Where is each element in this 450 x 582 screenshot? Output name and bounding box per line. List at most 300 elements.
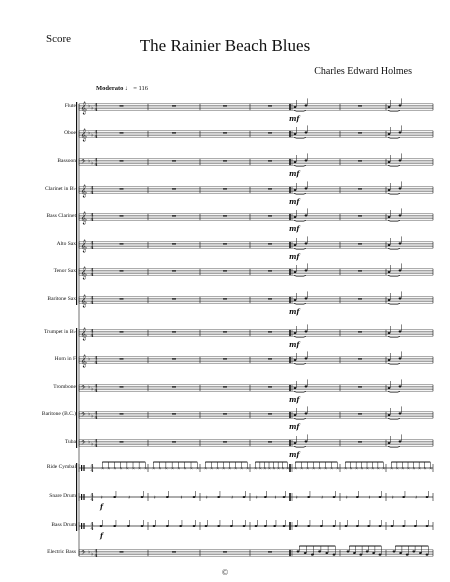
slur xyxy=(388,221,400,222)
note-head xyxy=(305,187,308,189)
whole-rest-icon xyxy=(172,105,176,106)
whole-rest-icon xyxy=(223,160,227,161)
cymbal-note: × xyxy=(371,465,375,471)
note-head xyxy=(399,357,402,359)
instrument-label: Clarinet in B♭ xyxy=(44,186,76,192)
slur xyxy=(294,194,306,195)
note-head xyxy=(294,442,297,444)
drum-note xyxy=(295,525,298,527)
instrument-label: Horn in F xyxy=(54,356,76,362)
bass-clef-icon: 𝄢 xyxy=(81,411,86,420)
note-head xyxy=(294,216,297,218)
slur xyxy=(294,392,306,393)
whole-rest-icon xyxy=(358,270,362,271)
slur xyxy=(294,166,306,167)
rest-icon: 𝄽 xyxy=(346,495,348,501)
flat-icon: ♭ xyxy=(91,551,94,558)
drum-note xyxy=(356,525,359,527)
whole-rest-icon xyxy=(268,215,272,216)
note-head xyxy=(388,161,391,163)
rest-icon: 𝄽 xyxy=(154,495,156,501)
note-head xyxy=(399,242,402,244)
bass-clef-icon: 𝄢 xyxy=(81,439,86,448)
time-signature-denominator: 4 xyxy=(94,442,98,448)
drum-note xyxy=(255,525,258,527)
flat-icon: ♭ xyxy=(88,158,91,165)
time-signature-numerator: 4 xyxy=(90,328,94,334)
cymbal-note: × xyxy=(330,465,334,471)
note-head xyxy=(294,271,297,273)
note-head xyxy=(305,104,308,106)
drum-note xyxy=(402,525,405,527)
cymbal-note: × xyxy=(376,465,380,471)
whole-rest-icon xyxy=(120,188,124,189)
cymbal-note: × xyxy=(395,465,399,471)
cymbal-note: × xyxy=(222,465,226,471)
whole-rest-icon xyxy=(223,331,227,332)
time-signature-numerator: 4 xyxy=(90,521,94,527)
instrument-label: Ride Cymbal xyxy=(46,464,76,470)
slur xyxy=(294,138,306,139)
cymbal-note: × xyxy=(254,465,258,471)
cymbal-note: × xyxy=(294,465,298,471)
cymbal-note: × xyxy=(196,465,200,471)
time-signature-denominator: 4 xyxy=(94,552,98,558)
whole-rest-icon xyxy=(268,551,272,552)
note-head xyxy=(388,216,391,218)
whole-rest-icon xyxy=(223,215,227,216)
cymbal-note: × xyxy=(406,465,411,471)
whole-rest-icon xyxy=(268,413,272,414)
time-signature-denominator: 4 xyxy=(94,387,98,393)
note-head xyxy=(305,385,308,387)
note-head xyxy=(388,244,391,246)
drum-note xyxy=(113,496,116,498)
cymbal-note: × xyxy=(423,465,427,471)
note-head xyxy=(388,299,391,301)
drum-note xyxy=(283,496,286,498)
dynamic-marking: mf xyxy=(289,224,300,233)
rest-icon: 𝄽 xyxy=(296,495,298,501)
whole-rest-icon xyxy=(358,441,362,442)
whole-rest-icon xyxy=(358,331,362,332)
cymbal-note: × xyxy=(344,465,348,471)
whole-rest-icon xyxy=(172,160,176,161)
treble-clef-icon: 𝄞 xyxy=(80,294,88,308)
drum-note xyxy=(426,496,429,498)
cymbal-note: × xyxy=(125,465,129,471)
note-head xyxy=(305,269,308,271)
note-head xyxy=(388,189,391,191)
whole-rest-icon xyxy=(223,188,227,189)
whole-rest-icon xyxy=(268,188,272,189)
cymbal-note: × xyxy=(429,465,433,471)
cymbal-note: × xyxy=(144,465,148,471)
drum-note xyxy=(333,525,336,527)
rest-icon: 𝄽 xyxy=(321,495,323,501)
drum-note xyxy=(273,525,276,527)
cymbal-note: × xyxy=(258,465,262,471)
whole-rest-icon xyxy=(120,160,124,161)
drum-note xyxy=(243,496,246,498)
flat-icon: ♭ xyxy=(91,105,94,112)
slur xyxy=(294,249,306,250)
woodwind-bracket xyxy=(76,102,77,305)
note-head xyxy=(305,297,308,299)
note-head xyxy=(399,269,402,271)
percussion-clef-icon xyxy=(83,465,84,471)
whole-rest-icon xyxy=(358,105,362,106)
slur xyxy=(388,337,400,338)
whole-rest-icon xyxy=(223,132,227,133)
whole-rest-icon xyxy=(172,215,176,216)
whole-rest-icon xyxy=(268,243,272,244)
treble-clef-icon: 𝄞 xyxy=(80,266,88,280)
drum-note xyxy=(153,525,156,527)
rest-icon: 𝄽 xyxy=(231,495,233,501)
time-signature-numerator: 4 xyxy=(90,492,94,498)
drum-note xyxy=(141,496,144,498)
slur xyxy=(294,447,306,448)
whole-rest-icon xyxy=(120,105,124,106)
instrument-label: Trombone xyxy=(53,384,76,390)
bass-note xyxy=(412,550,415,552)
time-signature-denominator: 4 xyxy=(90,525,94,531)
note-head xyxy=(388,332,391,334)
whole-rest-icon xyxy=(268,160,272,161)
instrument-label: Tuba xyxy=(64,439,76,445)
percussion-clef-icon xyxy=(81,465,82,471)
bass-clef-icon: 𝄢 xyxy=(81,549,86,558)
note-head xyxy=(294,332,297,334)
treble-clef-icon: 𝄞 xyxy=(80,184,88,198)
cymbal-note: × xyxy=(390,465,394,471)
cymbal-note: × xyxy=(267,465,272,471)
time-signature-denominator: 4 xyxy=(90,496,94,502)
whole-rest-icon xyxy=(172,243,176,244)
time-signature-denominator: 4 xyxy=(90,216,94,222)
cymbal-note: × xyxy=(164,465,168,471)
copyright-symbol: © xyxy=(221,568,229,577)
drum-note xyxy=(193,496,196,498)
rest-icon: 𝄽 xyxy=(101,495,103,501)
cymbal-note: × xyxy=(263,465,267,471)
cymbal-note: × xyxy=(286,465,290,471)
note-head xyxy=(294,387,297,389)
whole-rest-icon xyxy=(120,243,124,244)
cymbal-note: × xyxy=(300,465,304,471)
cymbal-note: × xyxy=(349,465,353,471)
whole-rest-icon xyxy=(172,413,176,414)
bass-note xyxy=(333,554,336,556)
whole-rest-icon xyxy=(358,413,362,414)
whole-rest-icon xyxy=(172,298,176,299)
cymbal-note: × xyxy=(318,465,322,471)
bass-note xyxy=(311,554,314,556)
time-signature-denominator: 4 xyxy=(94,161,98,167)
drum-note xyxy=(179,525,182,527)
whole-rest-icon xyxy=(172,551,176,552)
whole-rest-icon xyxy=(358,298,362,299)
bass-note xyxy=(393,550,396,552)
dynamic-marking: f xyxy=(100,502,104,511)
dynamic-marking: mf xyxy=(289,114,300,123)
flat-icon: ♭ xyxy=(88,103,91,110)
cymbal-note: × xyxy=(204,465,208,471)
slur xyxy=(294,364,306,365)
percussion-bracket xyxy=(76,463,77,531)
time-signature-numerator: 4 xyxy=(90,185,94,191)
whole-rest-icon xyxy=(223,441,227,442)
whole-rest-icon xyxy=(120,270,124,271)
note-head xyxy=(305,131,308,133)
percussion-clef-icon xyxy=(83,494,84,500)
rest-icon: 𝄽 xyxy=(368,495,371,501)
note-head xyxy=(305,330,308,332)
bass-clef-icon: 𝄢 xyxy=(81,158,86,167)
whole-rest-icon xyxy=(120,215,124,216)
time-signature-denominator: 4 xyxy=(90,299,94,305)
dynamic-marking: mf xyxy=(289,422,300,431)
note-head xyxy=(294,133,297,135)
cymbal-note: × xyxy=(113,465,117,471)
time-signature-numerator: 4 xyxy=(94,355,98,361)
cymbal-note: × xyxy=(158,465,162,471)
whole-rest-icon xyxy=(358,358,362,359)
time-signature-numerator: 4 xyxy=(94,548,98,554)
drum-note xyxy=(414,525,417,527)
flat-icon: ♭ xyxy=(91,413,94,420)
slur xyxy=(388,304,400,305)
whole-rest-icon xyxy=(120,551,124,552)
bass-clef-icon: 𝄢 xyxy=(81,384,86,393)
flat-icon: ♭ xyxy=(88,549,91,556)
percussion-clef-icon xyxy=(81,523,82,529)
drum-note xyxy=(333,496,336,498)
note-head xyxy=(294,106,297,108)
slur xyxy=(388,138,400,139)
drum-note xyxy=(205,525,208,527)
rest-icon: 𝄽 xyxy=(415,495,417,501)
instrument-label: Baritone Sax xyxy=(47,296,76,302)
note-head xyxy=(294,161,297,163)
drum-note xyxy=(166,525,169,527)
cymbal-note: × xyxy=(228,465,232,471)
bass-note xyxy=(366,550,369,552)
whole-rest-icon xyxy=(120,413,124,414)
cymbal-note: × xyxy=(401,465,405,471)
note-head xyxy=(388,133,391,135)
instrument-label: Tenor Sax xyxy=(53,268,76,274)
composer-name: Charles Edward Holmes xyxy=(314,66,412,77)
dynamic-marking: mf xyxy=(289,197,300,206)
cymbal-note: × xyxy=(216,465,220,471)
slur xyxy=(294,337,306,338)
dynamic-marking: mf xyxy=(289,340,300,349)
time-signature-numerator: 4 xyxy=(94,410,98,416)
whole-rest-icon xyxy=(268,270,272,271)
flat-icon: ♭ xyxy=(88,130,91,137)
cymbal-note: × xyxy=(210,465,214,471)
drum-note xyxy=(283,525,286,527)
whole-rest-icon xyxy=(120,298,124,299)
time-signature-numerator: 4 xyxy=(94,157,98,163)
whole-rest-icon xyxy=(172,132,176,133)
rest-icon: 𝄽 xyxy=(180,495,183,501)
rest-icon: 𝄽 xyxy=(274,495,277,501)
bass-note xyxy=(359,554,362,556)
slur xyxy=(294,221,306,222)
rest-icon: 𝄽 xyxy=(128,495,130,501)
bass-note xyxy=(347,550,350,552)
treble-clef-icon: 𝄞 xyxy=(80,101,88,115)
note-head xyxy=(294,414,297,416)
rest-icon: 𝄽 xyxy=(206,495,208,501)
time-signature-numerator: 4 xyxy=(90,267,94,273)
cymbal-note: × xyxy=(365,465,370,471)
whole-rest-icon xyxy=(268,105,272,106)
drum-note xyxy=(307,496,310,498)
percussion-clef-icon xyxy=(81,494,82,500)
instrument-label: Bass Drum xyxy=(51,522,76,528)
whole-rest-icon xyxy=(268,358,272,359)
cymbal-note: × xyxy=(131,465,136,471)
percussion-clef-icon xyxy=(83,523,84,529)
bass-note xyxy=(325,552,328,554)
whole-rest-icon xyxy=(223,298,227,299)
note-head xyxy=(305,440,308,442)
bass-note xyxy=(426,554,429,556)
drum-note xyxy=(113,525,116,527)
drum-note xyxy=(217,496,220,498)
whole-rest-icon xyxy=(172,331,176,332)
treble-clef-icon: 𝄞 xyxy=(80,211,88,225)
flat-icon: ♭ xyxy=(91,441,94,448)
drum-note xyxy=(402,496,405,498)
drum-note xyxy=(127,525,130,527)
cymbal-note: × xyxy=(336,465,340,471)
treble-clef-icon: 𝄞 xyxy=(80,354,88,368)
drum-note xyxy=(100,525,103,527)
slur xyxy=(294,304,306,305)
whole-rest-icon xyxy=(223,270,227,271)
quarter-note-icon: ♩ xyxy=(125,85,132,92)
time-signature-denominator: 4 xyxy=(90,244,94,250)
cymbal-note: × xyxy=(272,465,276,471)
time-signature-denominator: 4 xyxy=(94,359,98,365)
whole-rest-icon xyxy=(268,386,272,387)
instrument-label: Trumpet in B♭ xyxy=(43,329,76,335)
cymbal-note: × xyxy=(189,465,194,471)
whole-rest-icon xyxy=(358,243,362,244)
slur xyxy=(388,392,400,393)
cymbal-note: × xyxy=(324,465,328,471)
drum-note xyxy=(264,496,267,498)
whole-rest-icon xyxy=(268,441,272,442)
slur xyxy=(388,166,400,167)
whole-rest-icon xyxy=(223,386,227,387)
slur xyxy=(388,364,400,365)
note-head xyxy=(294,299,297,301)
whole-rest-icon xyxy=(172,386,176,387)
drum-note xyxy=(230,525,233,527)
whole-rest-icon xyxy=(120,441,124,442)
note-head xyxy=(399,159,402,161)
note-head xyxy=(305,357,308,359)
slur xyxy=(388,111,400,112)
note-head xyxy=(388,387,391,389)
cymbal-note: × xyxy=(240,465,244,471)
note-head xyxy=(294,189,297,191)
dynamic-marking: mf xyxy=(289,307,300,316)
cymbal-note: × xyxy=(246,465,250,471)
score-label: Score xyxy=(46,33,72,45)
treble-clef-icon: 𝄞 xyxy=(80,327,88,341)
slur xyxy=(388,419,400,420)
note-head xyxy=(399,187,402,189)
treble-clef-icon: 𝄞 xyxy=(80,128,88,142)
time-signature-denominator: 4 xyxy=(90,332,94,338)
cymbal-note: × xyxy=(152,465,156,471)
flat-icon: ♭ xyxy=(91,132,94,139)
bass-note xyxy=(304,552,307,554)
instrument-label: Alto Sax xyxy=(56,241,76,247)
note-head xyxy=(305,214,308,216)
time-signature-denominator: 4 xyxy=(90,271,94,277)
cymbal-note: × xyxy=(417,465,422,471)
whole-rest-icon xyxy=(120,132,124,133)
cymbal-note: × xyxy=(276,465,281,471)
cymbal-note: × xyxy=(312,465,316,471)
instrument-label: Bass Clarinet xyxy=(46,213,76,219)
drum-note xyxy=(243,525,246,527)
slur xyxy=(388,447,400,448)
cymbal-note: × xyxy=(382,465,386,471)
whole-rest-icon xyxy=(268,132,272,133)
bass-note xyxy=(379,554,382,556)
whole-rest-icon xyxy=(172,188,176,189)
note-head xyxy=(399,385,402,387)
time-signature-denominator: 4 xyxy=(90,189,94,195)
slur xyxy=(388,194,400,195)
note-head xyxy=(388,106,391,108)
flat-icon: ♭ xyxy=(88,384,91,391)
tempo-bpm: = 116 xyxy=(133,85,148,92)
note-head xyxy=(294,244,297,246)
tempo-word: Moderato xyxy=(96,85,124,92)
dynamic-marking: f xyxy=(100,531,104,540)
cymbal-note: × xyxy=(354,465,359,471)
flat-icon: ♭ xyxy=(91,160,94,167)
cymbal-note: × xyxy=(177,465,181,471)
whole-rest-icon xyxy=(172,441,176,442)
bass-note xyxy=(318,550,321,552)
note-head xyxy=(388,414,391,416)
whole-rest-icon xyxy=(172,270,176,271)
flat-icon: ♭ xyxy=(88,356,91,363)
whole-rest-icon xyxy=(172,358,176,359)
whole-rest-icon xyxy=(358,215,362,216)
note-head xyxy=(399,330,402,332)
treble-clef-icon: 𝄞 xyxy=(80,239,88,253)
note-head xyxy=(305,242,308,244)
slur xyxy=(294,276,306,277)
drum-note xyxy=(307,525,310,527)
slur xyxy=(294,111,306,112)
cymbal-note: × xyxy=(107,465,111,471)
time-signature-denominator: 4 xyxy=(94,106,98,112)
time-signature-denominator: 4 xyxy=(94,133,98,139)
